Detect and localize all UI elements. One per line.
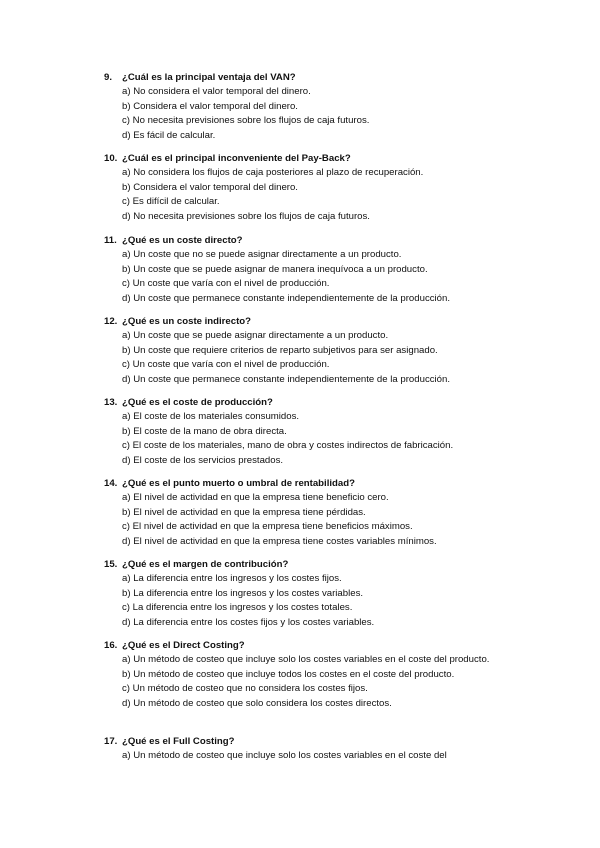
answer-option: b) Considera el valor temporal del dinero. [122,181,298,193]
question-13 [0,395,600,468]
answer-option: b) La diferencia entre los ingresos y los costes variables. [122,587,364,599]
answer-option: d) Es fácil de calcular. [122,129,216,141]
answer-option: a) Un coste que se puede asignar directamente a un producto. [122,330,389,341]
question-12 [0,314,600,387]
question-text: ¿Qué es el margen de contribución? [122,559,289,570]
question-number: 11. [104,235,117,246]
answer-option: d) La diferencia entre los costes fijos y los costes variables. [122,616,375,628]
question-14 [0,476,600,549]
answer-option: c) El nivel de actividad en que la empresa tiene beneficios máximos. [122,521,413,533]
question-text: ¿Cuál es el principal inconveniente del Pay-Back? [122,153,351,164]
answer-option: d) Un coste que permanece constante independientemente de la producción. [122,292,451,304]
question-text: ¿Qué es un coste indirecto? [122,316,252,327]
question-text: ¿Cuál es la principal ventaja del VAN? [122,72,296,83]
answer-option: c) El coste de los materiales, mano de obra y costes indirectos de fabricación. [122,440,454,452]
answer-option: c) No necesita previsiones sobre los flujos de caja futuros. [122,115,370,127]
question-number: 15. [104,559,118,570]
answer-option: a) Un coste que no se puede asignar directamente a un producto. [122,249,402,260]
answer-option: b) Un método de costeo que incluye todos los costes en el coste del producto. [122,668,455,680]
question-number: 13. [104,397,118,408]
question-11 [0,233,600,306]
answer-option: b) Considera el valor temporal del dinero. [122,100,298,112]
question-number: 14. [104,478,118,489]
question-number: 10. [104,153,118,164]
answer-option: b) Un coste que requiere criterios de reparto subjetivos para ser asignado. [122,344,438,356]
answer-option: a) No considera los flujos de caja posteriores al plazo de recuperación. [122,167,424,178]
answer-option: b) El coste de la mano de obra directa. [122,425,287,437]
question-text: ¿Qué es el coste de producción? [122,397,273,408]
answer-option: a) No considera el valor temporal del dinero. [122,86,311,97]
question-9 [0,70,600,143]
answer-option: d) Un método de costeo que solo considera los costes directos. [122,697,392,709]
question-number: 9. [104,72,113,83]
answer-option: a) El nivel de actividad en que la empresa tiene beneficio cero. [122,492,389,503]
question-text: ¿Qué es un coste directo? [122,235,243,246]
answer-option: c) Un coste que varía con el nivel de producción. [122,278,330,290]
answer-option: a) El coste de los materiales consumidos. [122,411,300,422]
answer-option: a) Un método de costeo que incluye solo los costes variables en el coste del producto. [122,654,490,665]
answer-option: b) Un coste que se puede asignar de manera inequívoca a un producto. [122,263,428,275]
question-16 [0,638,600,711]
question-text: ¿Qué es el Direct Costing? [122,640,245,651]
answer-option: d) Un coste que permanece constante independientemente de la producción. [122,373,451,385]
question-number: 17. [104,736,118,747]
question-17 [0,734,600,764]
question-10 [0,151,600,224]
question-text: ¿Qué es el Full Costing? [122,736,235,747]
answer-option: a) La diferencia entre los ingresos y los costes fijos. [122,573,342,584]
answer-option: d) No necesita previsiones sobre los flujos de caja futuros. [122,210,370,222]
answer-option: c) Es difícil de calcular. [122,196,220,208]
answer-option: b) El nivel de actividad en que la empresa tiene pérdidas. [122,506,366,518]
answer-option: c) Un coste que varía con el nivel de producción. [122,359,330,371]
question-15 [0,557,600,630]
answer-option: d) El coste de los servicios prestados. [122,454,284,466]
answer-option: c) Un método de costeo que no considera los costes fijos. [122,683,368,695]
question-text: ¿Qué es el punto muerto o umbral de rentabilidad? [122,478,355,489]
answer-option: d) El nivel de actividad en que la empresa tiene costes variables mínimos. [122,535,437,547]
question-number: 12. [104,316,118,327]
answer-option: c) La diferencia entre los ingresos y los costes totales. [122,602,353,614]
answer-option: a) Un método de costeo que incluye solo los costes variables en el coste del [122,750,447,761]
question-number: 16. [104,640,118,651]
